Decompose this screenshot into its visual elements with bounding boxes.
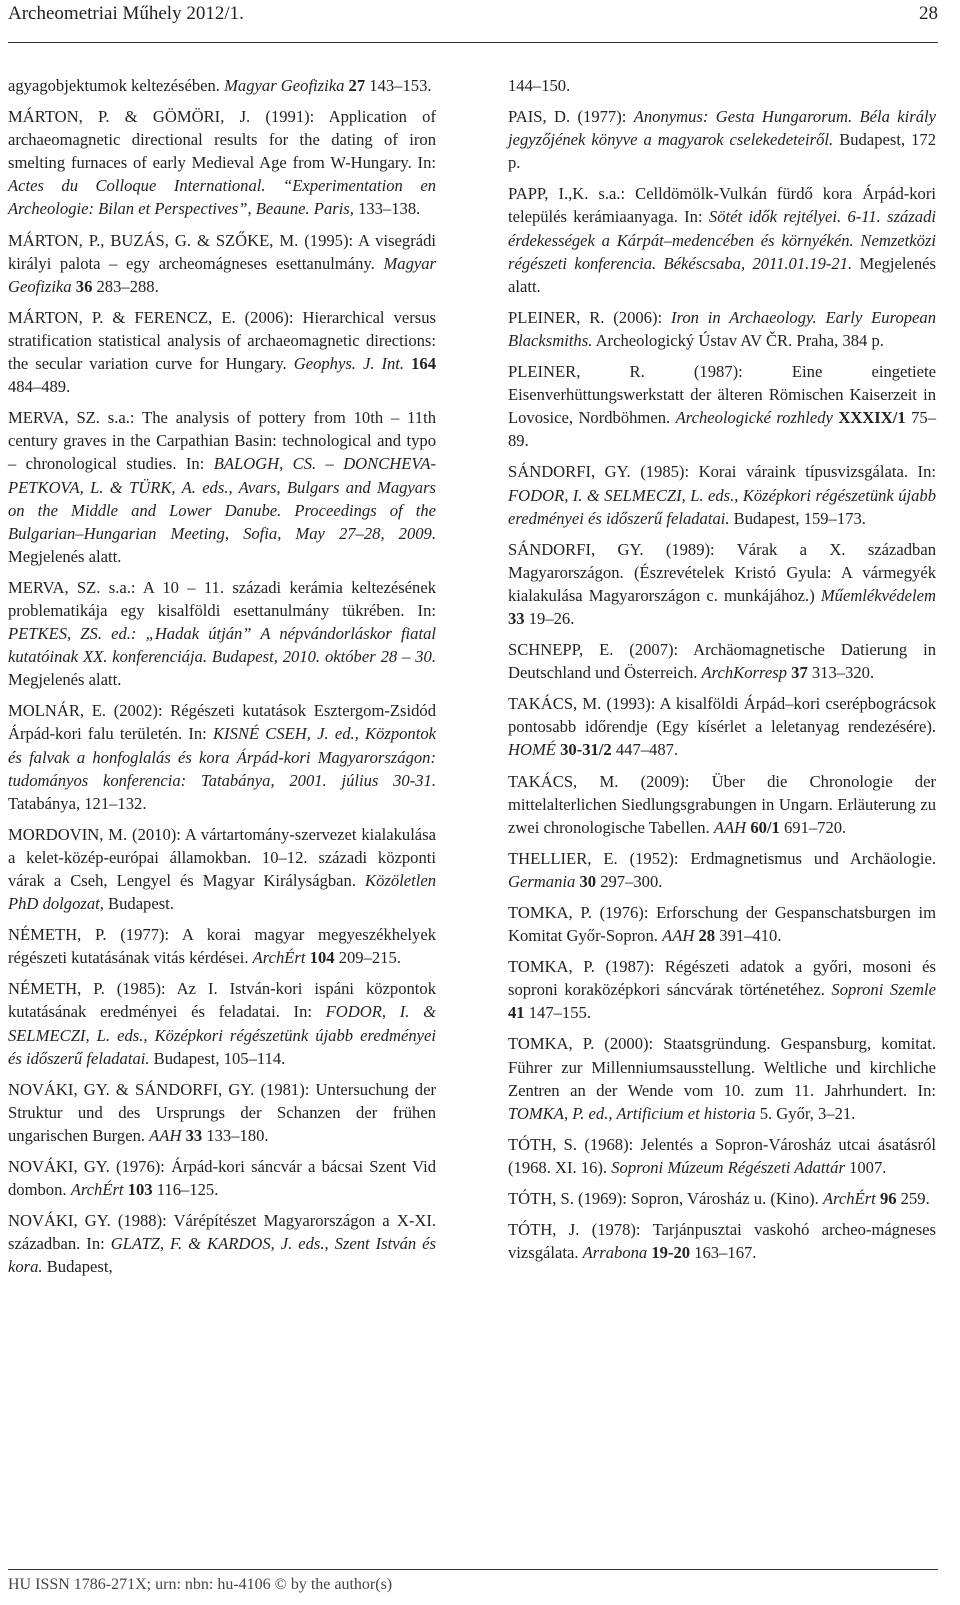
reference-entry: NÉMETH, P. (1977): A korai magyar megyeszékhelyek régészeti kutatásának vitás kérdései. ArchÉrt 104 209–215. xyxy=(8,925,436,968)
reference-entry: MERVA, SZ. s.a.: The analysis of pottery from 10th – 11th century graves in the Carpathian Basin: technological and typo – chronological studies. In: BALOGH, CS. – DONCHEVA-PETKOVA, L. & TÜRK, A. eds., Avars, Bulgars and Magyars on the Middle and Lower Danube. Proceedings of the Bulgarian–Hungarian Meeting, Sofia, May 27–28, 2009. Megjelenés alatt. xyxy=(8,408,436,566)
reference-entry: MÁRTON, P. & GÖMÖRI, J. (1991): Application of archaeomagnetic directional results for the dating of iron smelting furnaces of early Medieval Age from W-Hungary. In: Actes du Colloque International. “Experimentation en Archeologie: Bilan et Perspectives”, Beaune. Paris, 133–138. xyxy=(8,107,436,219)
reference-entry: SÁNDORFI, GY. (1989): Várak a X. században Magyarországon. (Észrevételek Kristó Gyula: A vármegyék kialakulása Magyarországon c. munkájához.) Műemlékvédelem 33 19–26. xyxy=(508,539,936,628)
reference-entry: PLEINER, R. (2006): Iron in Archaeology. Early European Blacksmiths. Archeologický Ústav AV ČR. Praha, 384 p. xyxy=(508,307,937,350)
reference-entry: TÓTH, S. (1968): Jelentés a Sopron-Városház utcai ásatásról (1968. XI. 16). Soproni Múzeum Régészeti Adattár 1007. xyxy=(508,1134,936,1177)
left-column xyxy=(8,74,436,1287)
reference-entry: TAKÁCS, M. (1993): A kisalföldi Árpád–kori cserépbográcsok pontosabb időrendje (Egy kísérlet a leletanyag rendezésére). HOMÉ 30-31/2 447–487. xyxy=(508,694,936,760)
reference-entry: TOMKA, P. (1976): Erforschung der Gespanschatsburgen im Komitat Győr-Sopron. AAH 28 391–410. xyxy=(508,903,936,946)
reference-entry: NOVÁKI, GY. (1976): Árpád-kori sáncvár a bácsai Szent Vid dombon. ArchÉrt 103 116–125. xyxy=(8,1157,436,1200)
reference-entry: SÁNDORFI, GY. (1985): Korai váraink típusvizsgálata. In: FODOR, I. & SELMECZI, L. eds., Középkori régészetünk újabb eredményei és időszerű feladatai. Budapest, 159–173. xyxy=(508,462,936,528)
reference-entry: NOVÁKI, GY. & SÁNDORFI, GY. (1981): Untersuchung der Struktur und des Ursprungs der Schanzen der frühen ungarischen Burgen. AAH 33 133–180. xyxy=(8,1079,436,1145)
journal-title: Archeometriai Műhely 2012/1. xyxy=(8,3,244,24)
page-header xyxy=(8,0,938,43)
page-number: 28 xyxy=(919,3,938,24)
reference-entry: TÓTH, S. (1969): Sopron, Városház u. (Kino). ArchÉrt 96 259. xyxy=(508,1189,930,1209)
reference-entry: PAIS, D. (1977): Anonymus: Gesta Hungarorum. Béla király jegyzőjének könyve a magyarok cselekedeteiről. Budapest, 172 p. xyxy=(508,107,936,173)
reference-entry: TOMKA, P. (1987): Régészeti adatok a győri, mosoni és soproni koraközépkori sáncvárak történetéhez. Soproni Szemle 41 147–155. xyxy=(508,957,936,1023)
reference-entry: TAKÁCS, M. (2009): Über die Chronologie der mittelalterlichen Siedlungsgrabungen in Ungarn. Erläuterung zu zwei chronologische Tabellen. AAH 60/1 691–720. xyxy=(508,771,936,837)
reference-entry: NÉMETH, P. (1985): Az I. István-kori ispáni központok kutatásának eredményei és feladatai. In: FODOR, I. & SELMECZI, L. eds., Középkori régészetünk újabb eredményei és időszerű feladatai. Budapest, 105–114. xyxy=(8,979,436,1068)
reference-entry: 144–150. xyxy=(508,76,571,95)
reference-entry: TOMKA, P. (2000): Staatsgründung. Gespansburg, komitat. Führer zur Millenniumsausstellung. Weltliche und kirchliche Zentren an der Wende vom 10. zum 11. Jahrhundert. In: TOMKA, P. ed., Artificium et historia 5. Győr, 3–21. xyxy=(508,1034,936,1123)
reference-entry: PLEINER, R. (1987): Eine eingetiete Eisenverhüttungswerkstatt der älteren Römischen Kaiserzeit in Lovosice, Nordböhmen. Archeologické rozhledy XXXIX/1 75–89. xyxy=(508,362,937,451)
reference-entry: SCHNEPP, E. (2007): Archäomagnetische Datierung in Deutschland und Österreich. ArchKorresp 37 313–320. xyxy=(508,640,936,683)
reference-entry: MORDOVIN, M. (2010): A vártartomány-szervezet kialakulása a kelet-közép-európai államokban. 10–12. századi központi várak a Cseh, Lengyel és Magyar Királyságban. Közöletlen PhD dolgozat, Budapest. xyxy=(8,824,436,914)
reference-entry: NOVÁKI, GY. (1988): Várépítészet Magyarországon a X-XI. században. In: GLATZ, F. & KARDOS, J. eds., Szent István és kora. Budapest, xyxy=(8,1211,436,1277)
right-column xyxy=(508,74,936,1272)
footer-issn: HU ISSN 1786-271X; urn: nbn: hu-4106 © by the author(s) xyxy=(8,1576,393,1593)
reference-entry: PAPP, I.,K. s.a.: Celldömölk-Vulkán fürdő kora Árpád-kori település kerámiaanyaga. In: Sötét idők rejtélyei. 6-11. századi érdekességek a Kárpát–medencében és környékén. Nemzetközi régészeti konferencia. Békéscsaba, 2011.01.19-21. Megjelenés alatt. xyxy=(508,184,936,296)
reference-entry: MERVA, SZ. s.a.: A 10 – 11. századi kerámia keltezésének problematikája egy kisalföldi esettanulmány tükrében. In: PETKES, ZS. ed.: „Hadak útján” A népvándorláskor fiatal kutatóinak XX. konferenciája. Budapest, 2010. október 28 – 30. Megjelenés alatt. xyxy=(8,577,436,690)
reference-entry: agyagobjektumok keltezésében. Magyar Geofizika 27 143–153. xyxy=(8,76,432,95)
reference-entry: MÁRTON, P., BUZÁS, G. & SZŐKE, M. (1995): A visegrádi királyi palota – egy archeomágneses esettanulmány. Magyar Geofizika 36 283–288. xyxy=(8,230,436,296)
reference-entry: TÓTH, J. (1978): Tarjánpusztai vaskohó archeo-mágneses vizsgálata. Arrabona 19-20 163–167. xyxy=(508,1220,936,1263)
page-footer xyxy=(8,1569,938,1594)
reference-entry: MÁRTON, P. & FERENCZ, E. (2006): Hierarchical versus stratification statistical analysis of archaeomagnetic directions: the secular variation curve for Hungary. Geophys. J. Int. 164 484–489. xyxy=(8,307,436,397)
reference-entry: THELLIER, E. (1952): Erdmagnetismus und Archäologie. Germania 30 297–300. xyxy=(508,848,936,891)
reference-entry: MOLNÁR, E. (2002): Régészeti kutatások Esztergom-Zsidód Árpád-kori falu területén. In: KISNÉ CSEH, J. ed., Központok és falvak a honfoglalás és kora Árpád-kori Magyarországon: tudományos konferencia: Tatabánya, 2001. július 30-31. Tatabánya, 121–132. xyxy=(8,701,436,813)
